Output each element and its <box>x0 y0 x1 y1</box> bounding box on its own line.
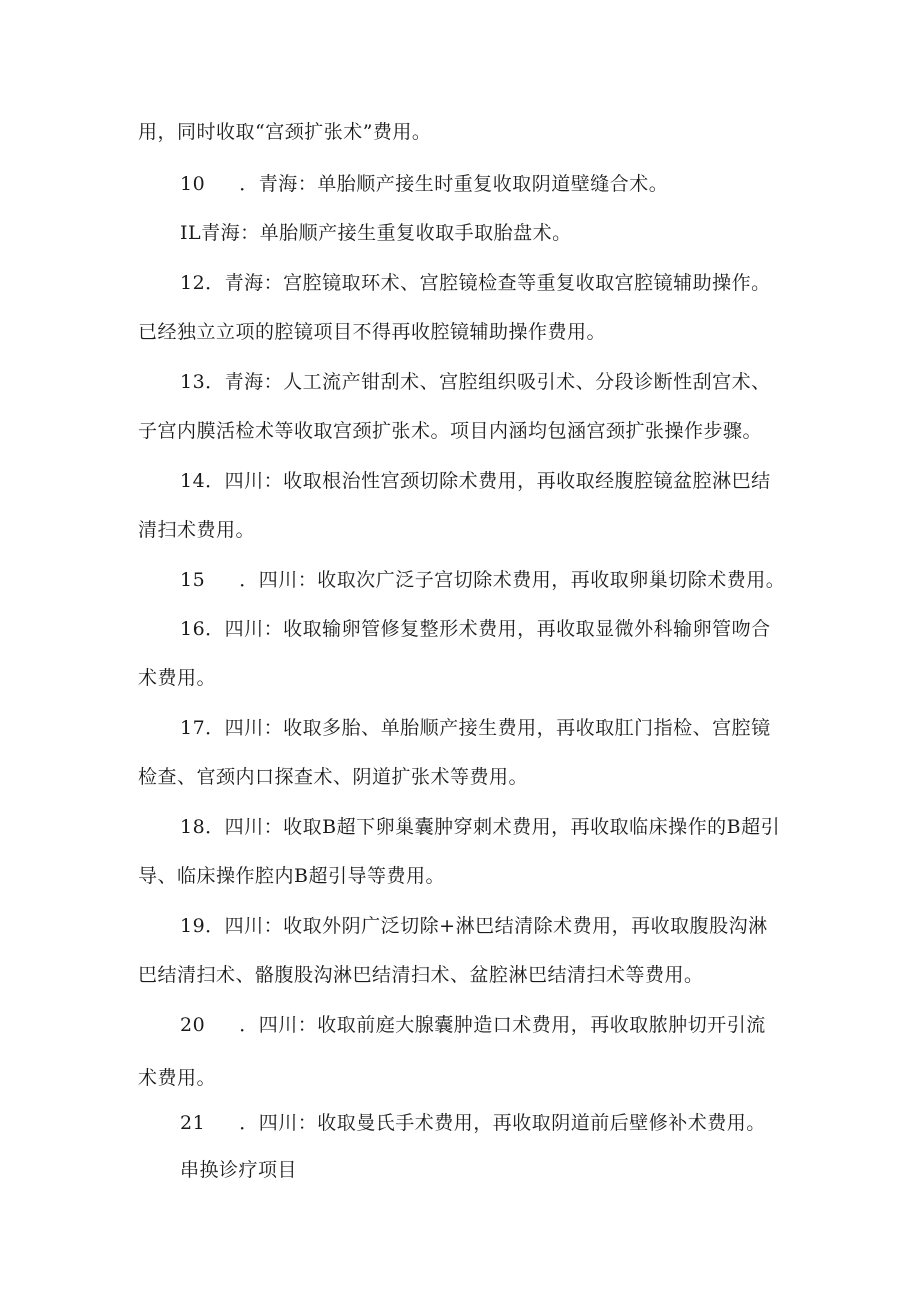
line-text: 检查、官颈内口探查术、阴道扩张术等费用。 <box>138 766 529 788</box>
line-text: 已经独立立项的腔镜项目不得再收腔镜辅助操作费用。 <box>138 321 607 343</box>
text-line <box>138 320 606 344</box>
line-text: 术费用。 <box>138 667 217 689</box>
item-text: 16．四川：收取输卵管修复整形术费用，再收取显微外科输卵管吻合 <box>180 618 771 640</box>
text-line <box>138 419 762 443</box>
item-text: ．四川：收取曼氏手术费用，再收取阴道前后壁修补术费用。 <box>239 1112 766 1134</box>
item-text: 13．青海：人工流产钳刮术、宫腔组织吸引术、分段诊断性刮宫术、 <box>180 371 771 393</box>
line-text: 术费用。 <box>138 1067 217 1089</box>
heading-text: 串换诊疗项目 <box>180 1159 298 1181</box>
text-line <box>138 963 704 987</box>
list-item-12 <box>180 271 771 295</box>
text-line <box>138 666 216 690</box>
list-item-19 <box>180 914 768 938</box>
line-text: 子宫内膜活检术等收取宫颈扩张术。项目内涵均包涵宫颈扩张操作步骤。 <box>138 420 763 442</box>
text-line <box>138 1066 216 1090</box>
item-text: IL青海：单胎顺产接生重复收取手取胎盘术。 <box>180 222 572 244</box>
text-line <box>138 518 255 542</box>
text-line <box>138 765 528 789</box>
list-item-13 <box>180 370 771 394</box>
section-heading <box>180 1158 297 1182</box>
item-number: 21 <box>180 1112 206 1134</box>
line-text: 导、临床操作腔内B超引导等费用。 <box>138 865 445 887</box>
item-text: 18．四川：收取B超下卵巢囊肿穿刺术费用，再收取临床操作的B超引 <box>180 816 781 838</box>
list-item-20 <box>180 1013 766 1037</box>
text-line <box>138 120 431 144</box>
item-number: 10 <box>180 173 206 195</box>
item-text: ．四川：收取次广泛子宫切除术费用，再收取卵巢切除术费用。 <box>239 569 786 591</box>
text-line <box>138 864 445 888</box>
list-item-11 <box>180 221 572 245</box>
list-item-17 <box>180 716 771 740</box>
list-item-14 <box>180 469 771 493</box>
item-text: 14．四川：收取根治性宫颈切除术费用，再收取经腹腔镜盆腔淋巴结 <box>180 470 771 492</box>
item-text: 12．青海：宫腔镜取环术、宫腔镜检查等重复收取宫腔镜辅助操作。 <box>180 272 771 294</box>
list-item-15 <box>180 568 785 592</box>
item-text: 19．四川：收取外阴广泛切除+淋巴结清除术费用，再收取腹股沟淋 <box>180 915 768 937</box>
line-text: 清扫术费用。 <box>138 519 256 541</box>
item-number: 20 <box>180 1014 206 1036</box>
list-item-10 <box>180 172 668 196</box>
list-item-21 <box>180 1111 766 1135</box>
item-number: 15 <box>180 569 206 591</box>
line-text: 巴结清扫术、骼腹股沟淋巴结清扫术、盆腔淋巴结清扫术等费用。 <box>138 964 704 986</box>
item-text: 17．四川：收取多胎、单胎顺产接生费用，再收取肛门指检、宫腔镜 <box>180 717 771 739</box>
list-item-16 <box>180 617 771 641</box>
item-text: ．四川：收取前庭大腺囊肿造口术费用，再收取脓肿切开引流 <box>239 1014 766 1036</box>
line-text: 用，同时收取“宫颈扩张术”费用。 <box>138 121 432 143</box>
list-item-18 <box>180 815 780 839</box>
item-text: ．青海：单胎顺产接生时重复收取阴道壁缝合术。 <box>239 173 669 195</box>
